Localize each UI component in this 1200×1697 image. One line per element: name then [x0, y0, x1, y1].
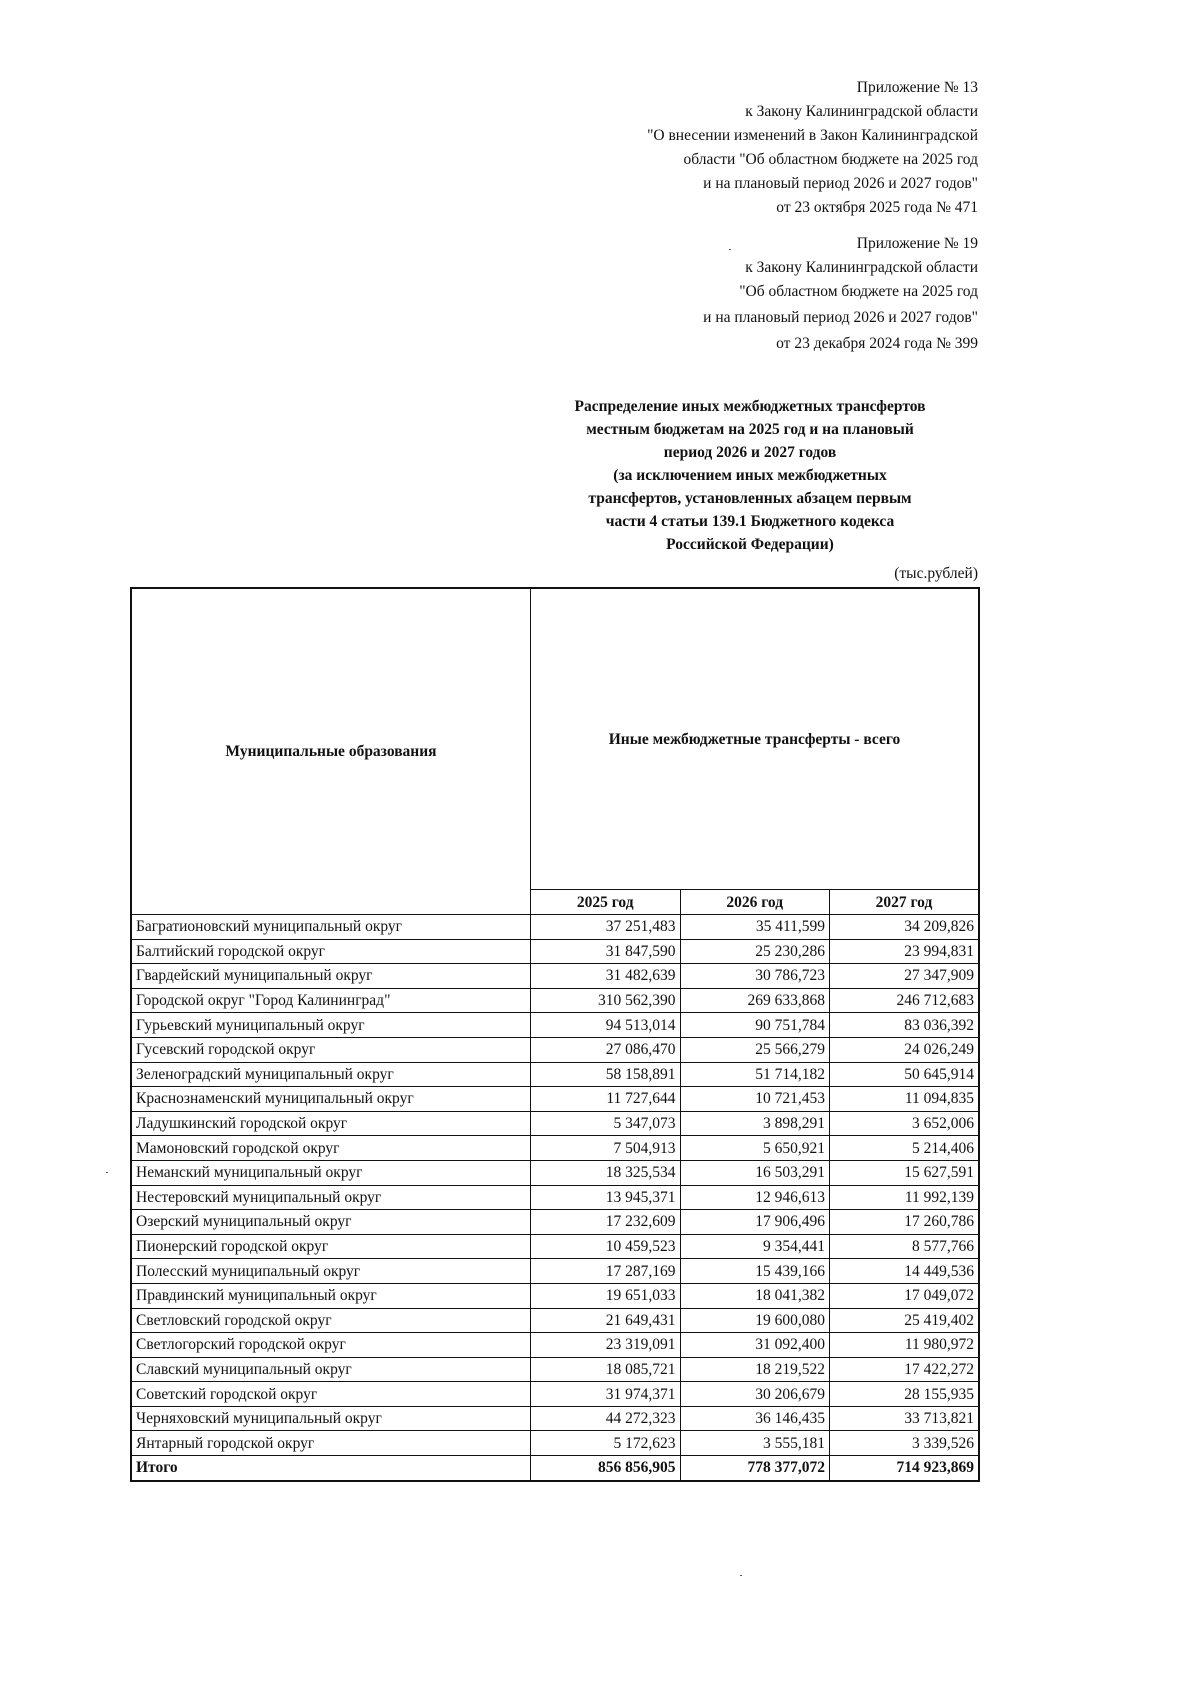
table-row	[131, 1283, 979, 1308]
municipality-name-cell: Краснознаменский муниципальный округ	[131, 1087, 531, 1112]
header-line: Приложение № 19	[856, 235, 978, 252]
header-line: "О внесении изменений в Закон Калининградской	[647, 127, 978, 144]
municipality-name-cell: Нестеровский муниципальный округ	[131, 1185, 531, 1210]
title-line: период 2026 и 2027 годов	[663, 444, 837, 461]
table-row	[131, 1013, 979, 1038]
municipality-name-cell: Балтийский городской округ	[131, 939, 531, 964]
value-2025-cell: 7 504,913	[531, 1136, 681, 1161]
value-2026-cell: 30 206,679	[680, 1382, 830, 1407]
value-2027-cell: 24 026,249	[830, 1037, 980, 1062]
value-2027-cell: 17 422,272	[830, 1357, 980, 1382]
table-row	[131, 1111, 979, 1136]
value-2027-cell: 11 980,972	[830, 1333, 980, 1358]
value-2026-cell: 35 411,599	[680, 915, 830, 940]
table-row	[131, 1234, 979, 1259]
value-2025-cell: 37 251,483	[531, 915, 681, 940]
value-2025-cell: 21 649,431	[531, 1308, 681, 1333]
value-2026-cell: 90 751,784	[680, 1013, 830, 1038]
value-2026-cell: 25 230,286	[680, 939, 830, 964]
scan-speck	[106, 1172, 108, 1173]
header-line: "Об областном бюджете на 2025 год	[739, 283, 978, 300]
municipality-name-cell: Славский муниципальный округ	[131, 1357, 531, 1382]
header-line: Приложение № 13	[856, 79, 978, 96]
municipality-name-cell: Городской округ "Город Калининград"	[131, 988, 531, 1013]
title-line: (за исключением иных межбюджетных	[613, 467, 887, 484]
value-2026-cell: 9 354,441	[680, 1234, 830, 1259]
table-row	[131, 1431, 979, 1456]
value-2026-cell: 5 650,921	[680, 1136, 830, 1161]
value-2027-cell: 5 214,406	[830, 1136, 980, 1161]
transfers-table	[130, 587, 980, 1482]
municipality-name-cell: Полесский муниципальный округ	[131, 1259, 531, 1284]
value-2027-cell: 14 449,536	[830, 1259, 980, 1284]
year-header-2025: 2025 год	[531, 890, 681, 915]
title-line: части 4 статьи 139.1 Бюджетного кодекса	[605, 513, 895, 530]
table-row	[131, 1185, 979, 1210]
value-2025-cell: 17 287,169	[531, 1259, 681, 1284]
value-2027-cell: 34 209,826	[830, 915, 980, 940]
table-row	[131, 988, 979, 1013]
value-2026-cell: 31 092,400	[680, 1333, 830, 1358]
value-2025-cell: 18 325,534	[531, 1160, 681, 1185]
municipality-name-cell: Озерский муниципальный округ	[131, 1210, 531, 1235]
document-title	[530, 395, 970, 556]
value-2026-cell: 18 219,522	[680, 1357, 830, 1382]
value-2027-cell: 28 155,935	[830, 1382, 980, 1407]
value-2027-cell: 3 339,526	[830, 1431, 980, 1456]
value-2026-cell: 778 377,072	[680, 1456, 830, 1481]
value-2027-cell: 83 036,392	[830, 1013, 980, 1038]
table-row	[131, 1087, 979, 1112]
header-line: к Закону Калининградской области	[745, 259, 978, 276]
value-2027-cell: 17 260,786	[830, 1210, 980, 1235]
value-2027-cell: 11 094,835	[830, 1087, 980, 1112]
value-2027-cell: 11 992,139	[830, 1185, 980, 1210]
scan-speck	[740, 1575, 742, 1576]
municipality-name-cell: Багратионовский муниципальный округ	[131, 915, 531, 940]
value-2025-cell: 13 945,371	[531, 1185, 681, 1210]
municipality-name-cell: Светловский городской округ	[131, 1308, 531, 1333]
value-2027-cell: 15 627,591	[830, 1160, 980, 1185]
year-header-2027: 2027 год	[830, 890, 980, 915]
municipality-name-cell: Ладушкинский городской округ	[131, 1111, 531, 1136]
value-2027-cell: 246 712,683	[830, 988, 980, 1013]
value-2026-cell: 12 946,613	[680, 1185, 830, 1210]
value-2026-cell: 30 786,723	[680, 964, 830, 989]
municipality-name-cell: Итого	[131, 1456, 531, 1481]
value-2025-cell: 5 172,623	[531, 1431, 681, 1456]
scan-speck	[729, 249, 731, 250]
value-2025-cell: 27 086,470	[531, 1037, 681, 1062]
value-2025-cell: 5 347,073	[531, 1111, 681, 1136]
table-row	[131, 1406, 979, 1431]
value-2027-cell: 25 419,402	[830, 1308, 980, 1333]
municipality-name-cell: Неманский муниципальный округ	[131, 1160, 531, 1185]
title-line: местным бюджетам на 2025 год и на плановый	[586, 421, 914, 438]
value-2025-cell: 10 459,523	[531, 1234, 681, 1259]
header-line: от 23 декабря 2024 года № 399	[776, 335, 978, 352]
value-2027-cell: 8 577,766	[830, 1234, 980, 1259]
municipality-name-cell: Гурьевский муниципальный округ	[131, 1013, 531, 1038]
value-2026-cell: 17 906,496	[680, 1210, 830, 1235]
table-row	[131, 1308, 979, 1333]
value-2026-cell: 36 146,435	[680, 1406, 830, 1431]
header-line: и на плановый период 2026 и 2027 годов"	[703, 309, 978, 326]
table-row	[131, 1062, 979, 1087]
value-2026-cell: 19 600,080	[680, 1308, 830, 1333]
value-2025-cell: 58 158,891	[531, 1062, 681, 1087]
table-row	[131, 1259, 979, 1284]
municipality-name-cell: Черняховский муниципальный округ	[131, 1406, 531, 1431]
transfers-column-header: Иные межбюджетные трансферты - всего	[531, 588, 980, 890]
value-2025-cell: 11 727,644	[531, 1087, 681, 1112]
title-line: Российской Федерации)	[666, 536, 834, 553]
header-line: к Закону Калининградской области	[745, 103, 978, 120]
header-line: от 23 октября 2025 года № 471	[776, 199, 978, 216]
table-row	[131, 964, 979, 989]
value-2027-cell: 33 713,821	[830, 1406, 980, 1431]
value-2025-cell: 23 319,091	[531, 1333, 681, 1358]
municipality-name-cell: Зеленоградский муниципальный округ	[131, 1062, 531, 1087]
table-row	[131, 1333, 979, 1358]
municipality-name-cell: Светлогорский городской округ	[131, 1333, 531, 1358]
table-row	[131, 1037, 979, 1062]
table-body	[131, 915, 979, 1481]
table-row	[131, 1160, 979, 1185]
value-2026-cell: 25 566,279	[680, 1037, 830, 1062]
table-row	[131, 1382, 979, 1407]
municipality-name-cell: Правдинский муниципальный округ	[131, 1283, 531, 1308]
header-line: области "Об областном бюджете на 2025 год	[683, 151, 978, 168]
total-row	[131, 1456, 979, 1481]
value-2025-cell: 44 272,323	[531, 1406, 681, 1431]
municipality-name-cell: Янтарный городской округ	[131, 1431, 531, 1456]
year-header-2026: 2026 год	[680, 890, 830, 915]
value-2025-cell: 31 847,590	[531, 939, 681, 964]
value-2026-cell: 18 041,382	[680, 1283, 830, 1308]
value-2027-cell: 27 347,909	[830, 964, 980, 989]
table-row	[131, 939, 979, 964]
value-2027-cell: 23 994,831	[830, 939, 980, 964]
value-2026-cell: 51 714,182	[680, 1062, 830, 1087]
value-2025-cell: 17 232,609	[531, 1210, 681, 1235]
value-2025-cell: 31 482,639	[531, 964, 681, 989]
header-line: и на плановый период 2026 и 2027 годов"	[703, 175, 978, 192]
title-line: трансфертов, установленных абзацем первым	[588, 490, 912, 507]
appendix-header-original	[703, 232, 978, 356]
table-row	[131, 1210, 979, 1235]
value-2026-cell: 3 898,291	[680, 1111, 830, 1136]
municipality-name-cell: Советский городской округ	[131, 1382, 531, 1407]
value-2025-cell: 310 562,390	[531, 988, 681, 1013]
municipality-name-cell: Гусевский городской округ	[131, 1037, 531, 1062]
municipality-name-cell: Гвардейский муниципальный округ	[131, 964, 531, 989]
value-2025-cell: 31 974,371	[531, 1382, 681, 1407]
units-label: (тыс.рублей)	[894, 565, 978, 582]
value-2026-cell: 10 721,453	[680, 1087, 830, 1112]
value-2025-cell: 856 856,905	[531, 1456, 681, 1481]
table-row	[131, 1136, 979, 1161]
table-row	[131, 915, 979, 940]
value-2027-cell: 17 049,072	[830, 1283, 980, 1308]
municipality-name-cell: Мамоновский городской округ	[131, 1136, 531, 1161]
municipality-name-cell: Пионерский городской округ	[131, 1234, 531, 1259]
value-2027-cell: 714 923,869	[830, 1456, 980, 1481]
title-line: Распределение иных межбюджетных трансфертов	[574, 398, 926, 415]
value-2025-cell: 19 651,033	[531, 1283, 681, 1308]
value-2025-cell: 18 085,721	[531, 1357, 681, 1382]
value-2027-cell: 50 645,914	[830, 1062, 980, 1087]
table-row	[131, 1357, 979, 1382]
municipality-column-header: Муниципальные образования	[131, 588, 531, 915]
value-2026-cell: 269 633,868	[680, 988, 830, 1013]
value-2027-cell: 3 652,006	[830, 1111, 980, 1136]
value-2026-cell: 3 555,181	[680, 1431, 830, 1456]
appendix-header-current	[647, 76, 978, 220]
value-2025-cell: 94 513,014	[531, 1013, 681, 1038]
value-2026-cell: 15 439,166	[680, 1259, 830, 1284]
value-2026-cell: 16 503,291	[680, 1160, 830, 1185]
